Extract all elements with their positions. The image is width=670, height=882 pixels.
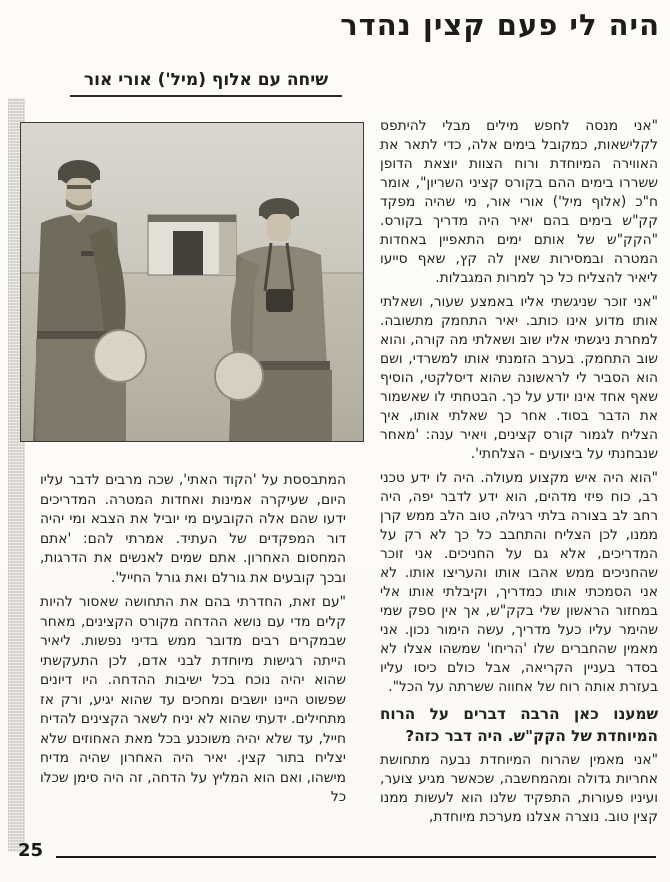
article-paragraph: "עם זאת, החדרתי בהם את התחושה שאסור להיות קלים מדי עם נושא ההדחה מקורס הקצינים, מאחר שבמקרים רבים מדובר ממש בדיני נפשות. ליאיר הייתה רגישות מיוחדת לבני אדם, לכן התעקשתי שהוא יהיה נוכח בכל ישיבות ההדחה. היו דיונים שפשוט היינו יושבים ומחכים עד שהוא יגיע, ורק אז מתחילים. ידעתי שהוא לא יניח לשאר הקצינים להדיח חייל, עד שלא יהיה משוכנע בכל מאת האחוזים שלא יצליח בתור קצין. יאיר היה האחרון שהיה מדיח מישהו, ואם הוא המליץ על הדחה, זה היה סימן שכלו כל [40,594,346,805]
article-paragraph: "אני מנסה לחפש מילים מבלי להיתפס לקלישאות, כמקובל בימים אלה, כדי לתאר את האווירה המיוחדת ורוח הצוות יוצאת הדופן ששררו בימים ההם בקורס קציני השריון", אומר ח"כ (אלוף מיל') אורי אור, מי שהיה מפקד קק"ש בימים בהם יאיר היה מדריך בקורס. "הקק"ש של אותם ימים התאפיין באחדות המטרה ובמסירות שאין לה קץ, שאף סייעו ליאיר להצליח כל כך למרות המגבלות. [380,118,658,286]
article-paragraph: "אני מאמין שהרוח המיוחדת נבעה מתחושת אחריות גדולה ומהמחשבה, שכאשר מגיע צוער, ועיניו פעורות, התפקיד שלנו הוא לעשות ממנו קצין טוב. נוצרה אצלנו מערכת מיוחדת, [380,752,658,825]
interview-question: שמענו כאן הרבה דברים על הרוח המיוחדת של הקק"ש. היה דבר כזה? [380,705,658,745]
soldiers-photo-image [21,123,363,441]
page-number: 25 [18,840,44,861]
article-paragraph: המתבססת על 'הקוד האתי', שכה מרבים לדבר עליו היום, שעיקרה אמינות ואחדות המטרה. המדריכים ידעו שהם אלה הקובעים מי יוביל את הצבא ומי יהיה דור המפקדים של העתיד. אמרתי להם: 'אתם המחסום האחרון. אתם שמים לאנשים את הדרגות, ובכך קובעים את גורלם ואת גורל החייל'. [40,472,346,586]
article-paragraph: "אני זוכר שניגשתי אליו באמצע שעור, ושאלתי אותו מדוע אינו כותב. יאיר התחמק מתשובה. למחרת ניגשתי אליו שוב ושאלתי מה קורה, והוא שוב התחמק. בערב הזמנתי אותו למשרדי, ושם הוא הסביר לי לראשונה שהוא דיסלקטי, הוסיף שאף אחד אינו יודע על כך. הבטחתי לו שאשמור את הדבר בסוד. אחר כך שאלתי אותו, איך הצליח לגמור קורס קצינים, ויאיר ענה: 'מאחר שנבחנתי על ביצועים - הצלחתי'. [380,294,658,462]
article-subtitle: שיחה עם אלוף (מיל') אורי אור [83,70,329,90]
page-title: היה לי פעם קצין נהדר [340,8,660,42]
article-paragraph: "הוא היה איש מקצוע מעולה. היה לו ידע טכני רב, כוח פיזי מדהים, הוא ידע לדבר יפה, היה רחב לב בצורה בלתי רגילה, טוב הלב ממש קרן ממנו, לכן הצליח והתחבב כל כך לא רק על המדריכים, אלא גם על החניכים. אני זוכר שהחניכים ממש אהבו אותו והעריצו אותו. לא אני הסמכתי אותו כמדריך, וקיבלתי אותו אלי במחזור הראשון שלי בקק"ש, אך אין ספק שמי שהימר עליו כעל מדריך, עשה הימור נכון. אני מאמין שהחברים שלו 'הריחו' שמשהו אצלו לא בסדר בעניין הקריאה, אבל כולם כיסו עליו בעזרת אותה רוח של אחווה ששרתה על הכל". [380,470,658,695]
article-column-left [40,471,346,808]
soldiers-photo [20,122,364,442]
footer-rule [56,856,656,858]
article-column-right [380,117,658,827]
article-subtitle-block [70,70,342,97]
